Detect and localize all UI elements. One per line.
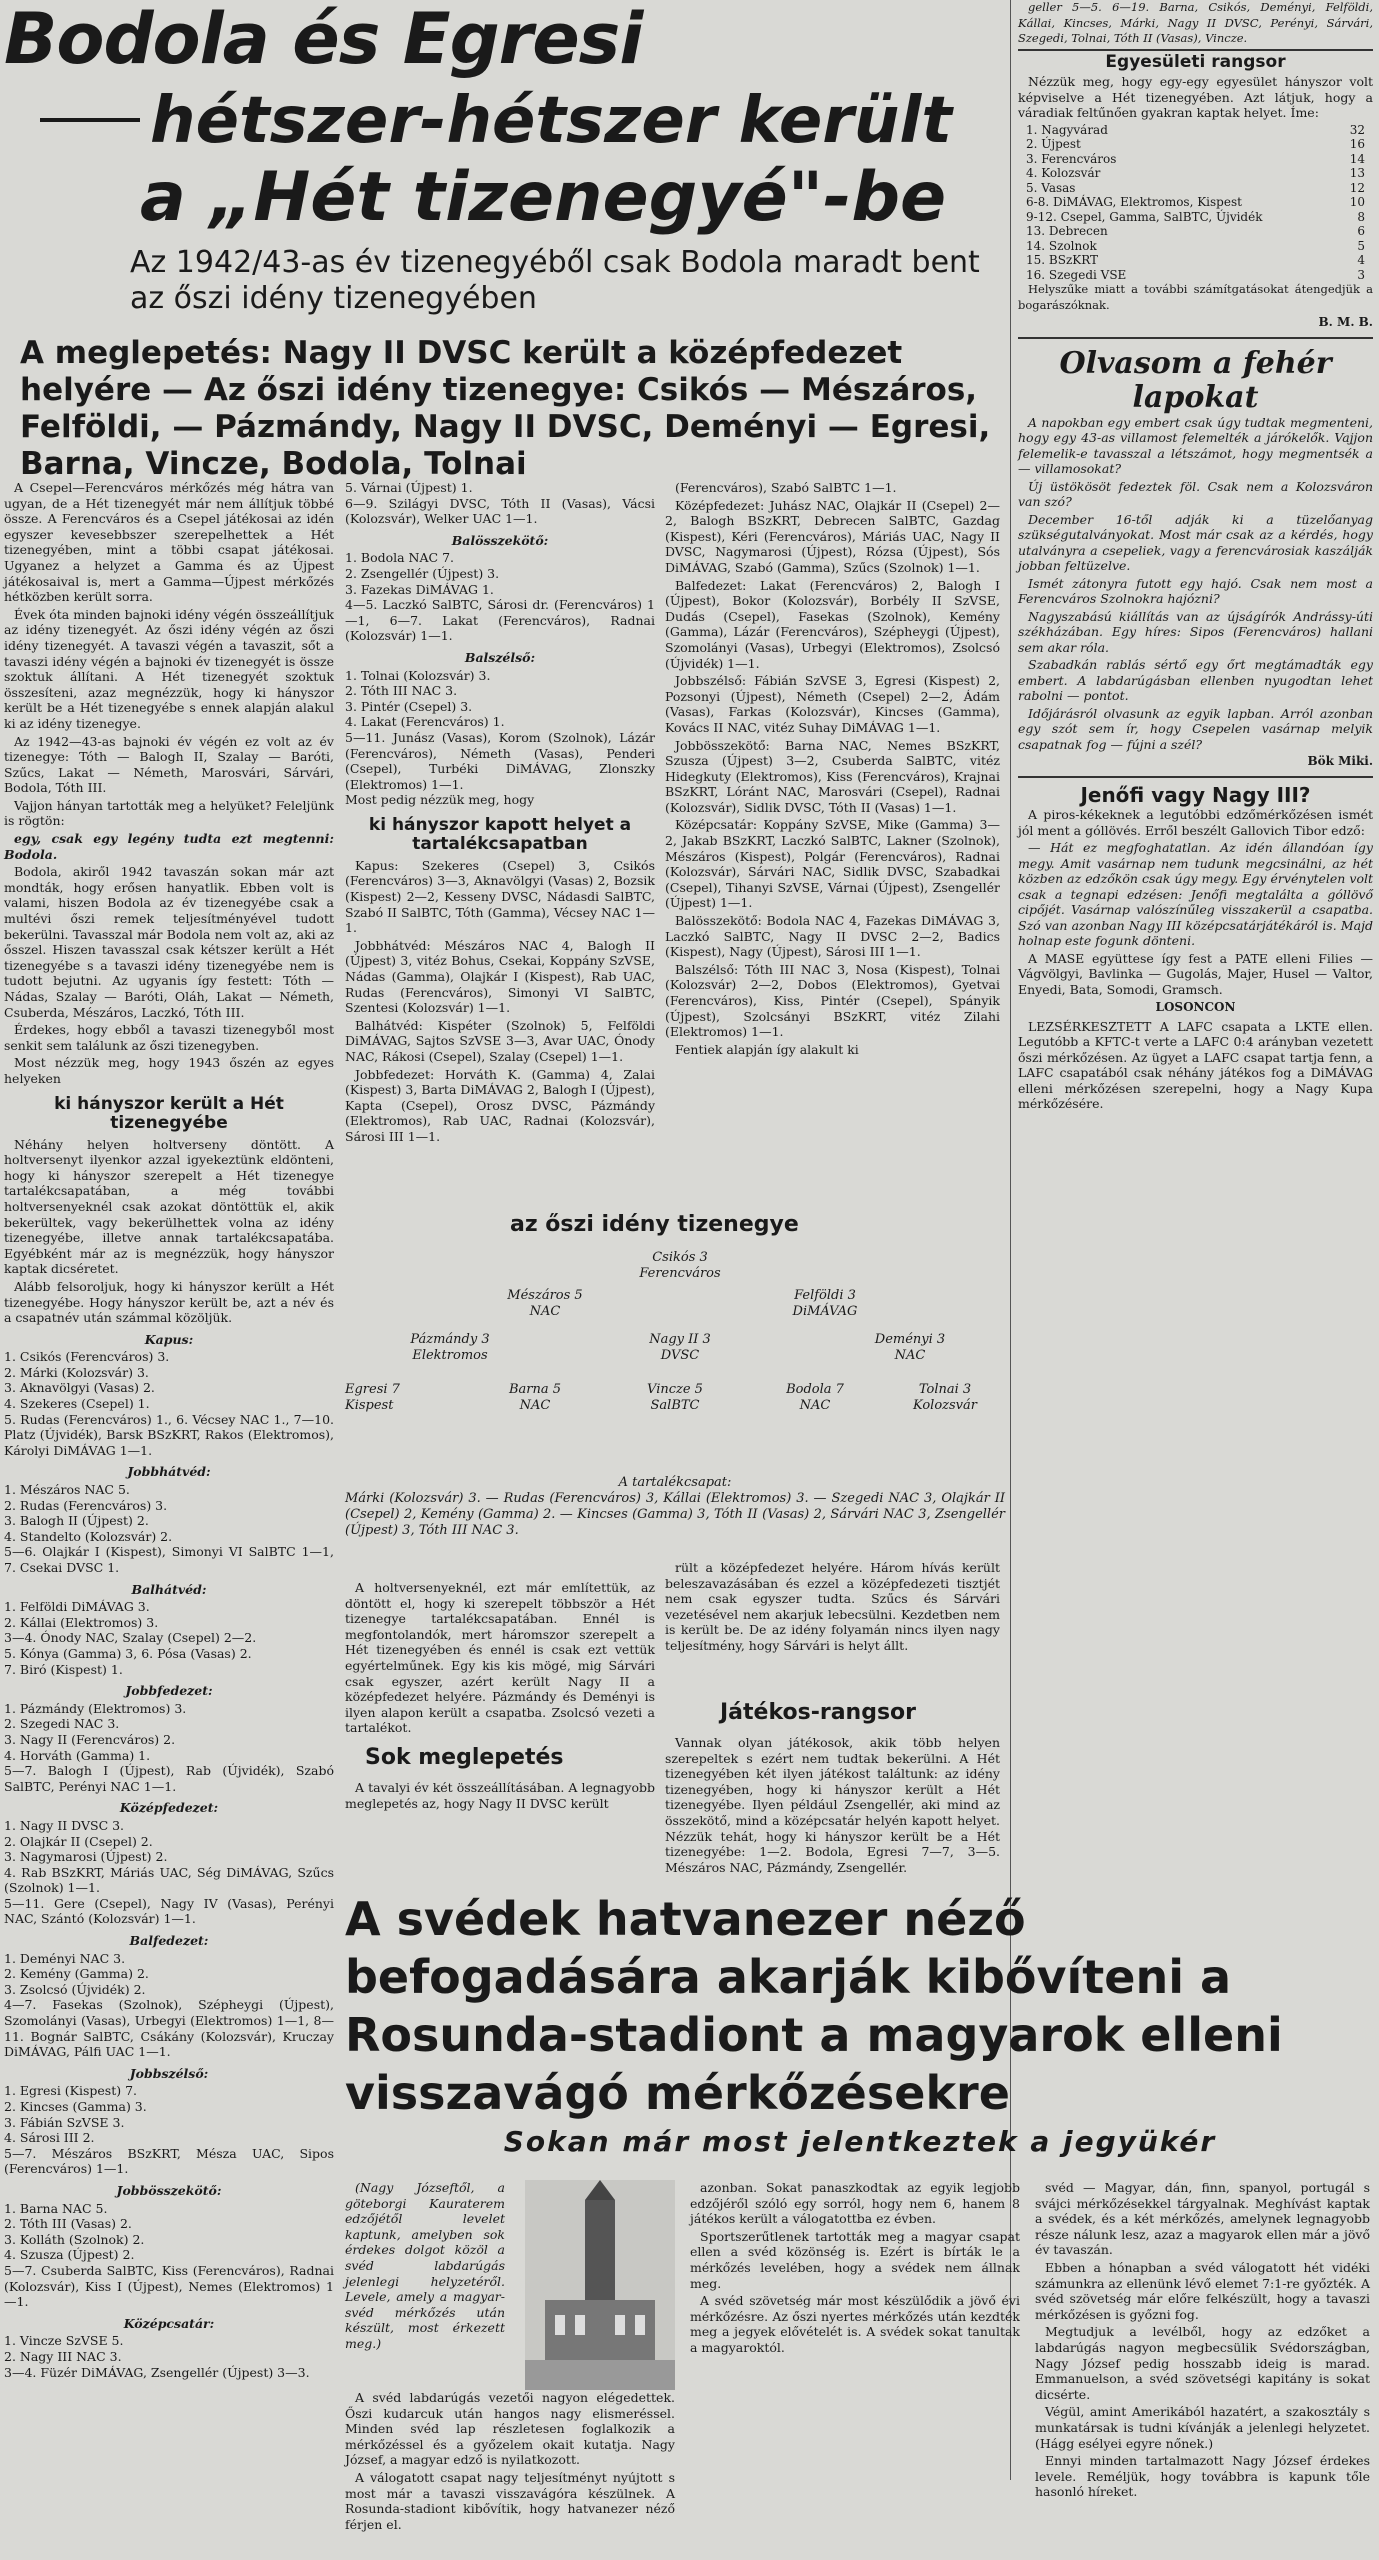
article-column-2-lower [345,1580,655,1736]
group-title: Jobbösszekötő: [116,2182,222,2198]
lineup-half [385,1332,515,1364]
list-item: 4. Szekeres (Csepel) 1. [4,1396,150,1412]
paragraph: Kapus: Szekeres (Csepel) 3, Csikós (Ferencváros) 3—3, Aknavölgyi (Vasas) 2, Bozsik (Kispest) 2—2, Kesseny DVSC, Nádasdi SalBTC, Szabó II SalBTC, Tóth (Gamma), Vécsey NAC 1—1. [345,857,655,936]
paragraph: Fentiek alapján így alakult ki [675,1041,859,1057]
club-name: 2. Újpest [1026,137,1081,151]
section-heading: Sok meglepetés [365,1745,564,1770]
list-item: 5—7. Csuberda SalBTC, Kiss (Ferencváros), Radnai (Kolozsvár), Kiss I (Újpest), Nemes (Elektromos) 1—1. [4,2262,334,2310]
ranking-row [1018,123,1373,138]
club-count: 13 [1349,166,1365,180]
paragraph: A válogatott csapat nagy teljesítményt nyújtott s most már a tavaszi visszavágóra készülnek. A Rosunda-stadiont kibővítik, hogy hatvanezer néző férjen el. [345,2469,675,2532]
paragraph: Nézzük meg, hogy egy-egy egyesület hányszor volt képviselve a Hét tizenegyében. Azt látjuk, hogy a váradiak feltűnően gyakran kaptak helyet. Íme: [1018,74,1373,120]
paragraph: Most pedig nézzük meg, hogy [345,792,535,808]
player-name: Bodola 7 [786,1382,844,1397]
list-item: 2. Rudas (Ferencváros) 3. [4,1497,168,1513]
lineup-forward [345,1382,465,1414]
ranking-row [1018,239,1373,254]
paragraph: A svéd szövetség már most készülődik a jövő évi mérkőzésre. Az őszi nyertes mérkőzés után kezdték meg a jegyek elővételét is. A svédek sokat tanultak a magyaroktól. [690,2293,1020,2355]
paragraph: Végül, amint Amerikából hazatért, a szakosztály s munkatársak is tudni kívánják a jelenlegi helyzetet. (Hágg esélyei egyre nőnek.) [1035,2404,1370,2451]
list-item: 2. Tóth III (Vasas) 2. [4,2216,132,2232]
paragraph: A MASE együttese így fest a PATE elleni Filies — Vágvölgyi, Bavlinka — Gugolás, Majer, Husel — Valtor, Enyedi, Bata, Somodi, Gramsch. [1018,950,1373,997]
divider [1018,49,1373,51]
article-column-3-lower [665,1560,1000,1710]
deck-headline: A meglepetés: Nagy II DVSC került a középfedezet helyére — Az őszi idény tizenegye: Csikós — Mészáros, Felföldi, — Pázmándy, Nagy II DVSC, Deményi — Egresi, Barna, Vincze, Bodola, Tolnai [20,335,991,482]
player-team: Kolozsvár [912,1398,977,1413]
list-item: 2. Zsengellér (Újpest) 3. [345,565,500,581]
list-item: 2. Szegedi NAC 3. [4,1716,120,1732]
club-count: 3 [1357,267,1365,282]
paragraph: Jobbhátvéd: Mészáros NAC 4, Balogh II (Újpest) 3, vitéz Bohus, Csekai, Koppány SzVSE, Nádas (Gamma), Olajkár I (Kispest), Rab UAC, Rudas (Ferencváros), Simonyi VI SalBTC, Szentesi (Kolozsvár) 1—1. [345,937,655,1016]
article-column-2 [345,480,655,1144]
paragraph: LEZSÉRKESZTETT A LAFC csapata a LKTE ellen. Legutóbb a KFTC-t verte a LAFC 0:4 arányban vezetett őszi mérkőzésen. Az ügyet a LAFC csapat tartja fenn, a LAFC csapatából csak néhány játékos fog a DiMÁVAG elleni mérkőzésen szerepelni, hogy a Nagy Kupa mérkőzésére. [1018,1018,1373,1111]
player-name: Tolnai 3 [918,1382,972,1397]
paragraph: A tavalyi év két összeállításában. A legnagyobb meglepetés az, hogy Nagy II DVSC került [345,1780,655,1811]
paragraph: Bodola, akiről 1942 tavaszán sokan már azt mondták, hogy erősen hanyatlik. Ebben volt is valami, hiszen Bodola az év tizenegyébe csak a multévi őszi remek teljesítményével tudott bekerülni. Tavasszal már Bodola nem volt az, aki az ősszel. Hiszen tavasszal csak kétszer került a Hét tizenegyébe s a tavaszi idény tizenegyébe nem is tudott bejutni. Az ugyanis így festett: Tóth — Nádas, Szalay — Baróti, Oláh, Lakat — Németh, Csuberda, Mészáros, Laczkó, Tóth III. [4,864,334,1020]
player-name: Nagy II 3 [649,1332,711,1347]
club-name: 6-8. DiMÁVAG, Elektromos, Kispest [1026,195,1242,209]
lineup-goalkeeper [625,1250,735,1282]
list-item: 5. Rudas (Ferencváros) 1., 6. Vécsey NAC 1., 7—10. Platz (Újvidék), Barsk BSzKRT, Rakos (Elektromos), Károlyi DiMÁVAG 1—1. [4,1411,334,1458]
paragraph: — Hát ez megfoghatatlan. Az idén állandóan így megy. Amit vasárnap nem tudunk megcsinálni, az hét közben az edzőkön csak úgy megy. Egy érvénytelen volt csak a tegnapi edzésen: Jenőfi megtalálta a góllövő cipőjét. Vasárnap valószínűleg visszakerül a csapatba. Szó van azonban Nagy III középcsatárjátékáról is. Majd holnap este fogunk dönteni. [1018,840,1373,948]
paragraph: Az 1942—43-as bajnoki év végén ez volt az év tizenegye: Tóth — Balogh II, Szalay — Baróti, Szűcs, Lakat — Németh, Marosvári, Sárvári, Bodola, Tóth III. [4,733,334,796]
divider [1018,337,1373,339]
lineup-forward [890,1382,1000,1414]
list-item: 3. Fábián SzVSE 3. [4,2114,125,2130]
player-name: Mészáros 5 [507,1288,583,1303]
ranking-row [1018,210,1373,225]
paragraph: Balszélső: Tóth III NAC 3, Nosa (Kispest), Tolnai (Kolozsvár) 2—2, Dobos (Elektromos), Gyetvai (Ferencváros), Kiss, Pintér (Csepel), Spányik (Újpest), Szolcsányi BSzKRT, vitéz Zilahi (Elektromos) 1—1. [665,961,1000,1040]
list-item: 3. Fazekas DiMÁVAG 1. [345,581,494,597]
club-count: 5 [1357,238,1365,253]
group-title: Balfedezet: [129,1933,209,1949]
club-name: 16. Szegedi VSE [1026,267,1127,282]
player-team: NAC [519,1398,551,1413]
list-item: 6—9. Szilágyi DVSC, Tóth II (Vasas), Vácsi (Kolozsvár), Welker UAC 1—1. [345,495,655,527]
list-item: 1. Nagy II DVSC 3. [4,1817,125,1833]
lineup-half [615,1332,745,1364]
ranking-row [1018,253,1373,268]
lineup-half [845,1332,975,1364]
section-heading: Egyesületi rangsor [1105,51,1286,72]
list-item: 3—4. Ónody NAC, Szalay (Csepel) 2—2. [4,1630,257,1646]
list-item: 5. Várnai (Újpest) 1. [345,480,473,495]
club-name: 14. Szolnok [1026,238,1097,253]
player-name: Csikós 3 [652,1250,708,1265]
list-item: 1. Tolnai (Kolozsvár) 3. [345,667,491,683]
list-item: 2. Olajkár II (Csepel) 2. [4,1833,153,1849]
story-column-2 [690,2180,1020,2555]
paragraph: geller 5—5. 6—19. Barna, Csikós, Deményi, Felföldi, Kállai, Kincses, Márki, Nagy II DVSC, Perényi, Sárvári, Szegedi, Tolnai, Tóth II (Vasas), Vincze. [1018,0,1373,45]
list-item: 2. Nagy III NAC 3. [4,2348,122,2364]
list-item: 4. Standelto (Kolozsvár) 2. [4,1528,173,1544]
paragraph: rült a középfedezet helyére. Három hívás került beleszavazásában és ezzel a középfedezeti tisztjét nem csak egyszer tudta. Szűcs és Sárvári vezetésével nem akarjuk lebecsülni. Kezdetben nem is került be. De az idény folyamán nincs ilyen nagy teljesítmény, hogy Sárvári is helyt állt. [665,1560,1000,1653]
group-title: Jobbszélső: [129,2065,209,2081]
lineup-forward [615,1382,735,1414]
list-item: 5—7. Balogh I (Újpest), Rab (Újvidék), Szabó SalBTC, Perényi NAC 1—1. [4,1763,334,1794]
paragraph: Középfedezet: Juhász NAC, Olajkár II (Csepel) 2—2, Balogh BSzKRT, Debrecen SalBTC, Gazdag (Kispest), Kéri (Ferencváros), Máriás UAC, Nagy II DVSC, Nagymarosi (Újpest), Rózsa (Újpest), Sós DiMÁVAG, Szabó (Gamma), Szűcs (Szolnok) 1—1. [665,497,1000,575]
player-team: Kispest [345,1398,394,1413]
player-team: DVSC [660,1348,700,1363]
lineup-forward [755,1382,875,1414]
ranking-row [1018,166,1373,181]
group-title: Balhátvéd: [131,1581,207,1597]
club-count: 8 [1357,209,1365,224]
player-team: NAC [894,1348,926,1363]
paragraph: Balhátvéd: Kispéter (Szolnok) 5, Felföldi DiMÁVAG, Sajtos SzVSE 3—3, Avar UAC, Ónody NAC, Rákosi (Csepel), Szalay (Csepel) 1—1. [345,1017,655,1064]
player-team: Ferencváros [639,1266,721,1281]
list-item: 3. Balogh II (Újpest) 2. [4,1513,149,1529]
story-column-3 [1035,2180,1370,2555]
list-item: 4. Szusza (Újpest) 2. [4,2247,135,2263]
list-item: 5—7. Mészáros BSzKRT, Mésza UAC, Sipos (Ferencváros) 1—1. [4,2145,334,2177]
paragraph: Helyszűke miatt a további számítgatásokat átengedjük a bogarászóknak. [1018,282,1373,312]
article-column-2-bottom [345,1780,655,1840]
list-item: 4. Horváth (Gamma) 1. [4,1747,151,1763]
paragraph: Megtudjuk a levélből, hogy az edzőket a labdarúgás nagyon megbecsülik Svédországban, Nagy József pedig hosszabb ideig is marad. Emmanuelson, a svéd szövetségi kapitány is sokat dicsérte. [1035,2324,1370,2402]
ranking-row [1018,152,1373,167]
player-name: Vincze 5 [647,1382,703,1397]
club-name: 13. Debrecen [1026,224,1108,238]
list-item: 2. Márki (Kolozsvár) 3. [4,1364,149,1380]
paragraph: A piros-kékeknek a legutóbbi edzőmérkőzésen ismét jól ment a góllövés. Erről beszélt Gallovich Tibor edző: [1018,807,1373,838]
paragraph: Alább felsoroljuk, hogy ki hányszor került a Hét tizenegyébe. Hogy hányszor került be, azt a név és a csapatnév után számmal közöljük. [4,1278,334,1326]
ranking-groups [4,1332,334,2380]
paragraph: Időjárásról olvasunk az egyik lapban. Arról azonban egy szót sem ír, hogy Csepelen vasárnap melyik csapatnak fog — fújni a szél? [1018,705,1373,752]
signature: B. M. B. [1318,315,1373,329]
headline-line-1: Bodola és Egresi [4,0,643,80]
headline-rule [40,118,140,122]
paragraph: Jobbfedezet: Horváth K. (Gamma) 4, Zalai (Kispest) 3, Barta DiMÁVAG 2, Balogh I (Újpest), Kapta (Csepel), Orosz DVSC, Pázmándy (Elektromos), Rab UAC, Radnai (Kolozsvár), Sárosi III 1—1. [345,1066,655,1144]
section-heading: Jenőfi vagy Nagy III? [1080,782,1311,807]
list-item: 1. Barna NAC 5. [4,2200,108,2216]
club-count: 6 [1357,224,1365,238]
subheadline: Az 1942/43-as év tizenegyéből csak Bodola maradt bent az őszi idény tizenegyében [130,245,980,316]
paragraph: Szabadkán rablás sértő egy őrt megtámadták egy embert. A labdarúgásban ellenben nyugodtan lehet rabolni — pontot. [1018,657,1373,703]
paragraph: Ebben a hónapban a svéd válogatott hét vidéki számunkra az ellenünk lévő elemet 7:1-re győzték. A svéd szövetség már előre felkészült, hogy a tavaszi mérkőzésen is győzni fog. [1035,2259,1370,2322]
list-item: 5—11. Junász (Vasas), Korom (Szolnok), Lázár (Ferencváros), Németh (Vasas), Penderi (Csepel), Turbéki DiMÁVAG, Zlonszky (Elektromos) 1—1. [345,729,655,792]
list-item: 1. Pázmándy (Elektromos) 3. [4,1700,187,1716]
list-item: 3. Pintér (Csepel) 3. [345,698,473,714]
group-title: Balösszekötő: [451,532,549,548]
player-team: Elektromos [412,1348,488,1363]
lineup-formation [345,1250,1005,1470]
right-column [1018,0,1373,1114]
paragraph: Évek óta minden bajnoki idény végén összeállítjuk az idény tizenegyét. Az őszi idény végén az őszi idény tizenegyét. A tavaszi végén a tavaszit, sőt a tavaszi idény végén a bajnoki év tizenegyét is össze szoktuk állítani. A Hét tizenegyét szoktuk összesíteni, azaz megnézzük, hogy ki hányszor került be a Hét tizenegyébe s ennek alapján alakul ki az idény tizenegye. [4,606,334,731]
list-item: 4. Sárosi III 2. [4,2130,95,2146]
paragraph: December 16-től adják ki a tüzelőanyag szükségutalványokat. Most már csak az a kérdés, hogy utalványra a csepeliek, vagy a ferencvárosiak kaszálják jobban feltüzelve. [1018,511,1373,573]
club-name: 3. Ferencváros [1026,151,1117,166]
player-name: Deményi 3 [874,1332,946,1347]
paragraph: Vajjon hányan tartották meg a helyüket? Feleljünk is rögtön: [4,797,334,829]
section-heading: ki hányszor kapott helyet a tartalékcsapatban [368,814,632,854]
paragraph: Sportszerűtlenek tartották meg a magyar csapat ellen a svéd közönség is. Ezért is bírták le a mérkőzés levelében, hogy a svédek nem állnak meg. [690,2228,1020,2291]
club-name: 5. Vasas [1026,180,1076,195]
list-item: 2. Tóth III NAC 3. [345,683,458,699]
paragraph: Most nézzük meg, hogy 1943 őszén az egyes helyeken [4,1055,334,1086]
list-item: 1. Egresi (Kispest) 7. [4,2083,138,2099]
paragraph: Jobbszélső: Fábián SzVSE 3, Egresi (Kispest) 2, Pozsonyi (Újpest), Németh (Csepel) 2—2, Ádám (Vasas), Farkas (Kolozsvár), Kincses (Gamma), Kovács II NAC, vitéz Suhay DiMÁVAG 1—1. [665,673,1000,735]
player-team: NAC [799,1398,831,1413]
list-item: 3. Nagy II (Ferencváros) 2. [4,1731,176,1747]
club-count: 12 [1349,180,1365,195]
paragraph: Vannak olyan játékosok, akik több helyen szerepeltek s ezért nem tudtak bekerülni. A Hét tizenegyében két ilyen játékost találtunk: az idény tizenegyében, hogy ki hányszor került a Hét tizenegyébe. Ilyen például Zsengellér, aki mind az összekötő, mind a középcsatár helyén kapott helyet. Nézzük tehát, hogy ki hányszor került be a Hét tizenegyébe: 1—2. Bodola, Egresi 7—7, 3—5. Mészáros NAC, Pázmándy, Zsengellér. [665,1735,1000,1875]
list-item: 3. Nagymarosi (Újpest) 2. [4,1849,168,1865]
signature: Bök Miki. [1307,754,1373,768]
ranking-row [1018,224,1373,239]
player-name: Pázmándy 3 [410,1332,490,1347]
paragraph: azonban. Sokat panaszkodtak az egyik legjobb edzőjéről szóló egy sorról, hogy nem 6, hanem 8 játékos került a válogatottba ez évben. [690,2180,1020,2227]
paragraph: Új üstökösöt fedeztek föl. Csak nem a Kolozsváron van szó? [1018,478,1373,509]
paragraph: A holtversenyeknél, ezt már említettük, az döntött el, hogy ki szerepelt többször a Hét tizenegye tartalékcsapatában. Ennél is megfontolandók, mert háromszor szerepelt a Hét tizenegyében és ennél is csak ezt vettük egyértelműnek. Egy kis kis mögé, mig Sárvári csak egyszer, azért került Nagy II a középfedezet helyére. Pázmándy és Deményi is ilyen alapon került a csapatba. Zsolcsó vezeti a tartalékot. [345,1580,655,1736]
paragraph: Középcsatár: Koppány SzVSE, Mike (Gamma) 3—2, Jakab BSzKRT, Laczkó SalBTC, Lakner (Szolnok), Mészáros (Kispest), Polgár (Ferencváros), Radnai (Kolozsvár), Sárvári NAC, Sidlik DVSC, Szabadkai (Csepel), Tihanyi SzVSE, Várnai (Újpest), Zsengellér (Újpest) 1—1. [665,817,1000,911]
club-name: 4. Kolozsvár [1026,166,1101,180]
ranking-row [1018,181,1373,196]
club-count: 32 [1349,122,1365,137]
paragraph: (Nagy Józseftől, a göteborgi Kauraterem edzőjétől levelet kaptunk, amelyben sok érdekes dolgot közöl a svéd labdarúgás jelenlegi helyzetéről. Levele, amely a magyar-svéd mérkőzés után készült, most érkezett meg.) [345,2180,505,2351]
paragraph: A svéd labdarúgás vezetői nagyon elégedettek. Őszi kudarcuk után hangos nagy elismeréssel. Minden svéd lap részletesen foglalkozik a mérkőzéssel és a győzelem okait kutatja. Nagy József, a magyar edző is nyilatkozott. [345,2390,675,2468]
list-item: 1. Csikós (Ferencváros) 3. [4,1349,170,1365]
list-item: 1. Bodola NAC 7. [345,550,454,566]
reserve-title: A tartalékcsapat: [618,1475,732,1490]
paragraph: Ismét zátonyra futott egy hajó. Csak nem most a Ferencváros Szolnokra hajózni? [1018,575,1373,606]
club-count: 16 [1349,137,1365,151]
lineup-back [765,1288,885,1320]
list-item: 1. Mészáros NAC 5. [4,1482,130,1498]
paragraph: egy, csak egy legény tudta ezt megtenni: Bodola. [4,831,334,862]
group-title: Középfedezet: [119,1800,219,1816]
list-item: 7. Biró (Kispest) 1. [4,1661,123,1677]
lineup-title: az őszi idény tizenegye [510,1212,799,1237]
headline-line-2: hétszer-hétszer került [150,84,952,158]
paragraph: A Csepel—Ferencváros mérkőzés még hátra van ugyan, de a Hét tizenegyét már nem állítjuk többé össze. A Ferencváros és a Csepel játékosai az idén egyszer kevesebbszer szerepelhettek a Hét tizenegyében, mint a többi csapat játékosai. Ugyanez a helyzet a Gamma és az Újpest játékosaival is, mert a Gamma—Újpest mérkőzés hétközben került sorra. [4,480,334,605]
group-title: Jobbhátvéd: [127,1464,211,1480]
club-ranking [1018,123,1373,283]
group-title: Kapus: [144,1331,194,1347]
list-item: 2. Kállai (Elektromos) 3. [4,1614,159,1630]
paragraph: Jobbösszekötő: Barna NAC, Nemes BSzKRT, Szusza (Újpest) 3—2, Csuberda SalBTC, vitéz Hidegkuty (Elektromos), Kiss (Ferencváros), Krajnai BSzKRT, Lóránt NAC, Marosvári (Csepel), Radnai (Kolozsvár), Sidlik DVSC, Tóth II (Vasas) 1—1. [665,737,1000,815]
story-headline: A svédek hatvanezer néző befogadására akarják kibővíteni a Rosunda-stadiont a magyarok elleni visszavágó mérkőzésekre [345,1892,1283,2120]
list-item: 4—7. Fasekas (Szolnok), Szépheygi (Újpest), Szomolányi (Vasas), Urbegyi (Elektromos) 1—1, 8—11. Bognár SalBTC, Csákány (Kolozsvár), Kruczay DiMÁVAG, Pálfi UAC 1—1. [4,1997,334,2060]
paragraph: Néhány helyen holtverseny döntött. A holtversenyt ilyenkor azzal igyekeztünk eldönteni, hogy ki hányszor szerepelt a Hét tizenegye tartalékcsapatában, a még további holtversenyeknél csak azokat döntöttük el, akik bekerültek, vagy bekerülhettek volna az idény tizenegyébe, illetve annak tartalékcsapatába. Egyébként már az is megnézzük, hogy hányszor kaptak dicséretet. [4,1136,334,1277]
group-title: Balszélső: [464,649,536,665]
list-item: 5—11. Gere (Csepel), Nagy IV (Vasas), Perényi NAC, Szántó (Kolozsvár) 1—1. [4,1895,334,1927]
club-name: 9-12. Csepel, Gamma, SalBTC, Újvidék [1026,209,1263,224]
paragraph: Nagyszabású kiállítás van az újságírók Andrássy-úti székházában. Egy híres: Sipos (Ferencváros) hallani sem akar róla. [1018,608,1373,655]
group-title: Középcsatár: [123,2315,215,2331]
player-team: SalBTC [650,1398,700,1413]
club-name: 15. BSzKRT [1026,253,1099,267]
club-name: 1. Nagyvárad [1026,122,1108,137]
list-item: 4. Rab BSzKRT, Máriás UAC, Ség DiMÁVAG, Szűcs (Szolnok) 1—1. [4,1864,334,1896]
story-subheadline: Sokan már most jelentkeztek a jegyükér [503,2125,1217,2158]
article-column-1 [4,480,334,2470]
paragraph: Ennyi minden tartalmazott Nagy József érdekes levele. Reméljük, hogy továbbra is kapunk tőle hasonló híreket. [1035,2453,1370,2500]
section-heading: Játékos-rangsor [720,1700,917,1725]
club-count: 4 [1357,253,1365,267]
player-team: DiMÁVAG [792,1304,858,1319]
story-column-1 [345,2180,675,2555]
list-item: 2. Kincses (Gamma) 3. [4,2099,147,2114]
paragraph: Érdekes, hogy ebből a tavaszi tizenegyből most senkit sem találunk az őszi tizenegyben. [4,1022,334,1053]
headline-line-3: a „Hét tizenegyé"-be [140,158,947,237]
list-item: 5—6. Olajkár I (Kispest), Simonyi VI SalBTC 1—1, 7. Csekai DVSC 1. [4,1544,334,1575]
player-team: NAC [529,1304,561,1319]
paragraph: Balösszekötő: Bodola NAC 4, Fazekas DiMÁVAG 3, Laczkó SalBTC, Nagy II DVSC 2—2, Badics (Kispest), Nagy (Újpest), Sárosi III 1—1. [665,913,1000,960]
ranking-row [1018,195,1373,210]
city-hall-illustration [525,2180,675,2390]
list-item: 1. Felföldi DiMÁVAG 3. [4,1599,150,1615]
section-heading: ki hányszor került a Hét tizenegyébe [54,1093,284,1133]
list-item: 2. Kemény (Gamma) 2. [4,1966,149,1982]
lineup-forward [475,1382,595,1414]
article-column-3-bottom [665,1735,1000,1875]
group-title: Jobbfedezet: [125,1683,213,1699]
list-item: 4—5. Laczkó SalBTC, Sárosi dr. (Ferencváros) 1—1, 6—7. Lakat (Ferencváros), Radnai (Kolozsvár) 1—1. [345,597,655,644]
list-item: 3—4. Füzér DiMÁVAG, Zsengellér (Újpest) 3—3. [4,2364,310,2380]
ranking-groups [345,533,655,793]
subheading: LOSONCON [1155,1000,1236,1014]
player-name: Barna 5 [508,1382,562,1397]
paragraph: A napokban egy embert csak úgy tudtak megmenteni, hogy egy 43-as villamost felemelték a járókelők. Vajjon felemelik-e tavasszal a létszámot, hogy megmentsék a — villamosokat? [1018,414,1373,476]
player-name: Felföldi 3 [794,1288,856,1303]
player-name: Egresi 7 [345,1382,400,1397]
list-item: 1. Deményi NAC 3. [4,1950,126,1966]
club-count: 14 [1349,151,1365,166]
ranking-row [1018,137,1373,152]
list-item: 4. Lakat (Ferencváros) 1. [345,714,505,730]
ranking-row [1018,268,1373,283]
paragraph: Balfedezet: Lakat (Ferencváros) 2, Balogh I (Újpest), Bokor (Kolozsvár), Borbély II SzVSE, Dudás (Csepel), Fasekas (Szolnok), Kemény (Gamma), Lázár (Ferencváros), Szépheygi (Újpest), Szomolányi (Vasas), Urbegyi (Elektromos), Zsolcsó (Újvidék) 1—1. [665,577,1000,671]
list-item: 5. Kónya (Gamma) 3, 6. Pósa (Vasas) 2. [4,1645,252,1661]
list-item: 1. Vincze SzVSE 5. [4,2333,124,2349]
paragraph: svéd — Magyar, dán, finn, spanyol, portugál s svájci mérkőzésekkel tárgyalnak. Meghívást kaptak a svédek, és a két mérkőzés, amelynek legnagyobb része nálunk lesz, azaz a magyarok ellen már a jövő év tavaszán. [1035,2180,1370,2258]
divider [1018,776,1373,778]
lineup-back [485,1288,605,1320]
column-title: Olvasom a fehér lapokat [1059,345,1332,415]
list-item: 3. Zsolcsó (Újvidék) 2. [4,1981,146,1997]
club-count: 10 [1349,195,1365,209]
paragraph: (Ferencváros), Szabó SalBTC 1—1. [675,480,897,495]
list-item: 3. Aknavölgyi (Vasas) 2. [4,1380,155,1396]
article-column-3 [665,480,1000,1057]
reserve-lineup: Márki (Kolozsvár) 3. — Rudas (Ferencváros) 3, Kállai (Elektromos) 3. — Szegedi NAC 3, Olajkár II (Csepel) 2, Kemény (Gamma) 2. — Kincses (Gamma) 3, Tóth II (Vasas) 2, Sárvári NAC 3, Zsengellér (Újpest) 3, Tóth III NAC 3. [345,1491,1005,1538]
list-item: 3. Kolláth (Szolnok) 2. [4,2231,145,2247]
